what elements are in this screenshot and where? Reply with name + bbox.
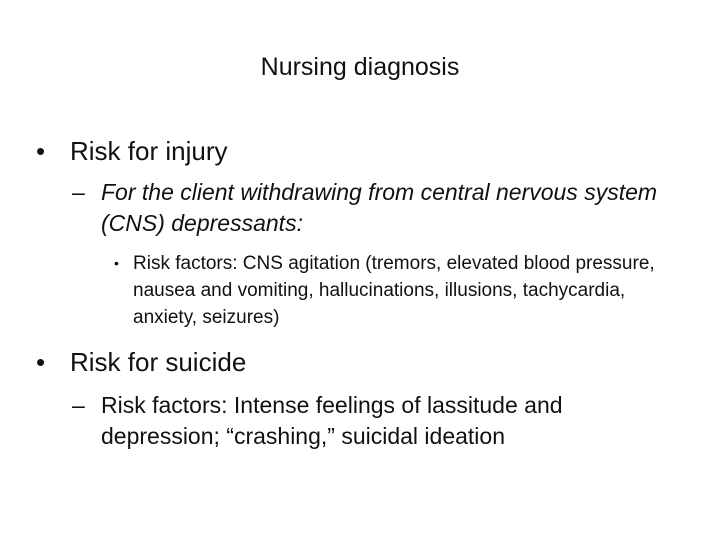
bullet-marker-small: •	[114, 255, 119, 271]
bullet-marker: •	[36, 347, 46, 377]
sub-bullet-text: Risk factors: Intense feelings of lassitude and depression; “crashing,” suicidal ideation	[101, 392, 563, 449]
slide-title: Nursing diagnosis	[260, 53, 460, 81]
dash-marker: –	[72, 392, 85, 418]
bullet-risk-for-injury	[36, 134, 676, 168]
sub-bullet-text: For the client withdrawing from central nervous system (CNS) depressants:	[101, 179, 658, 236]
sub-sub-bullet-text: Risk factors: CNS agitation (tremors, elevated blood pressure, nausea and vomiting, hallucinations, illusions, tachycardia, anxiety, seizures)	[133, 253, 655, 328]
bullet-text: Risk for suicide	[70, 347, 247, 377]
dash-marker: –	[72, 179, 85, 205]
bullet-text: Risk for injury	[70, 136, 228, 166]
sub-bullet-cns-withdrawal	[72, 177, 672, 239]
sub-bullet-suicide-risk-factors	[72, 390, 672, 452]
bullet-marker: •	[36, 136, 46, 166]
sub-sub-bullet-risk-factors	[114, 250, 684, 331]
bullet-risk-for-suicide	[36, 345, 676, 379]
